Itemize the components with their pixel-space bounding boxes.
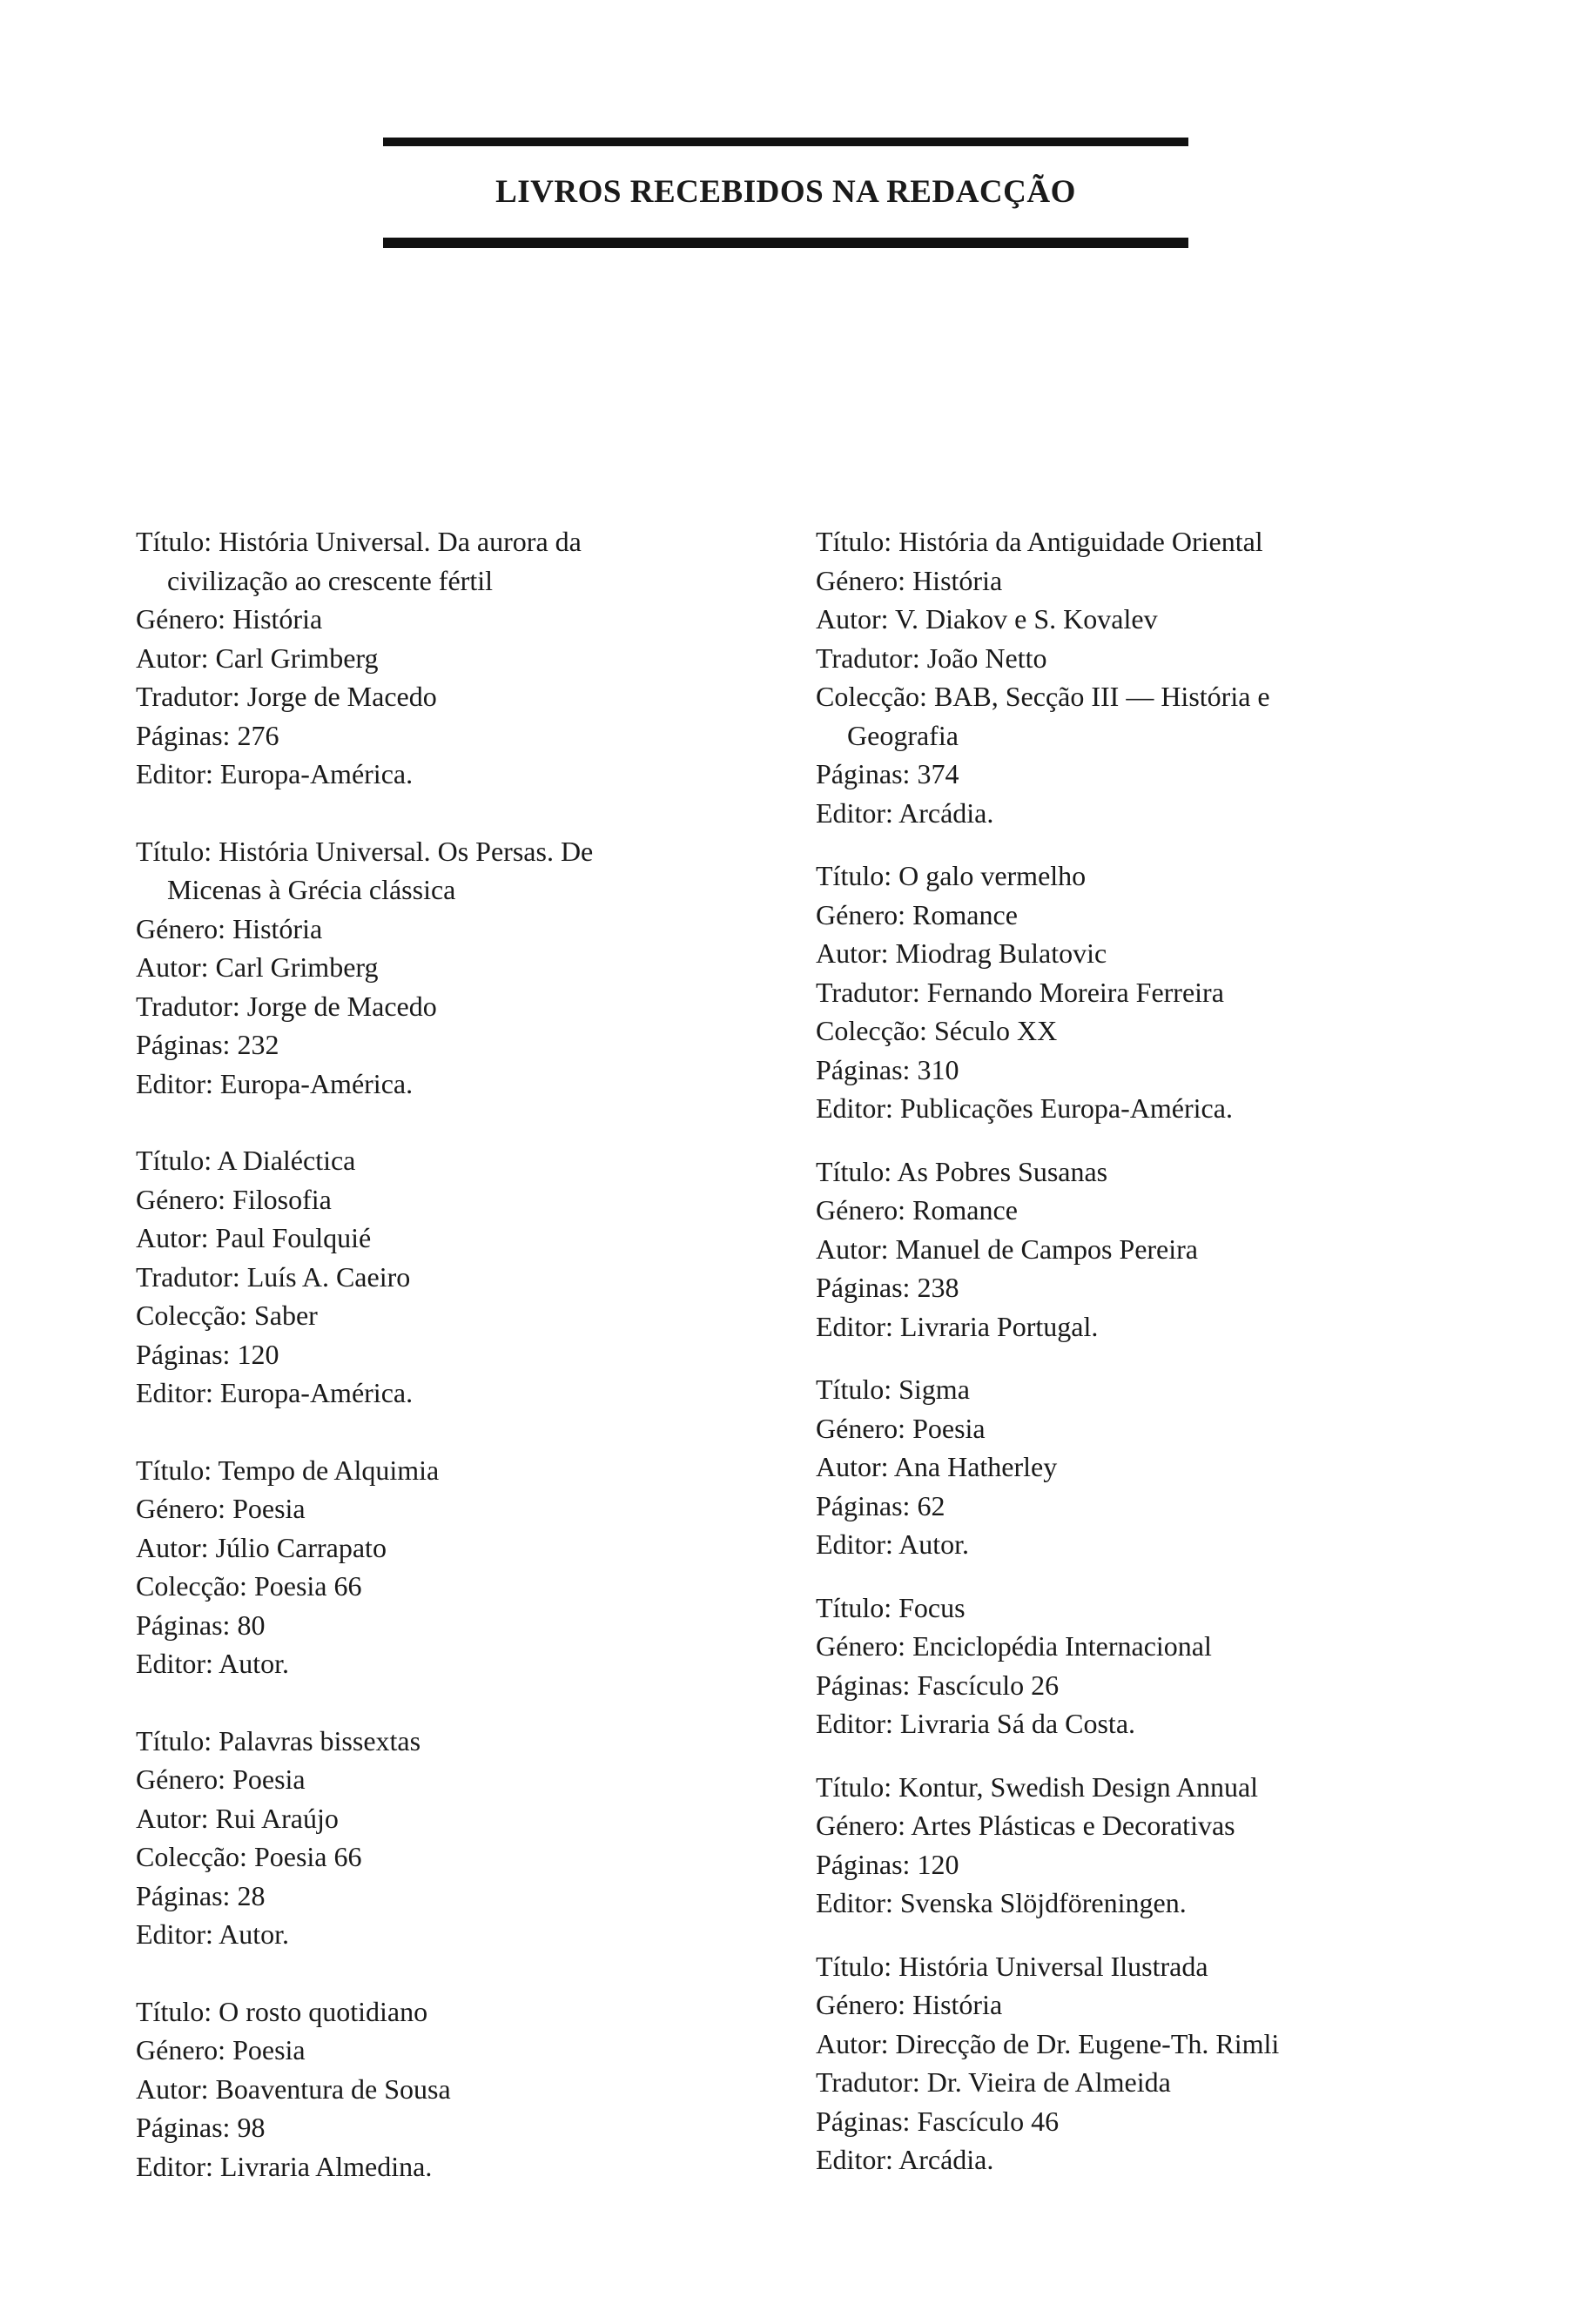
entry-field-line: Título: História Universal. Da aurora da — [136, 526, 582, 557]
entry-field-line: Páginas: Fascículo 26 — [816, 1669, 1060, 1701]
entry-line-continuation: Geografia — [847, 719, 959, 751]
entry-field-line: Título: As Pobres Susanas — [816, 1155, 1108, 1187]
book-entry — [816, 1947, 1538, 2180]
entry-field-line: Título: História da Antiguidade Oriental — [816, 526, 1263, 557]
entry-field-line: Género: Poesia — [136, 1493, 306, 1524]
book-entry — [816, 1152, 1538, 1347]
entry-field-line: Editor: Autor. — [136, 1918, 289, 1950]
entry-spacer — [816, 1743, 1538, 1768]
entry-field-line: Título: Sigma — [816, 1374, 970, 1405]
entry-line-continuation: Micenas à Grécia clássica — [167, 874, 456, 905]
entry-field-line: Tradutor: Jorge de Macedo — [136, 681, 437, 712]
book-entry — [816, 1589, 1538, 1743]
entry-field-line: Editor: Arcádia. — [816, 2144, 994, 2175]
entry-field-line: Autor: Carl Grimberg — [136, 951, 379, 983]
book-entry — [816, 856, 1538, 1128]
entry-field-line: Editor: Europa-América. — [136, 1377, 414, 1408]
entry-spacer — [136, 1954, 780, 1992]
entry-field-line: Autor: Boaventura de Sousa — [136, 2072, 451, 2105]
entry-field-line: Autor: Júlio Carrapato — [136, 1531, 387, 1563]
entry-field-line: Tradutor: Dr. Vieira de Almeida — [816, 2066, 1171, 2098]
entry-field-line: Páginas: 310 — [816, 1053, 959, 1085]
book-entry — [136, 1451, 780, 1683]
entry-field-line: Editor: Svenska Slöjdföreningen. — [816, 1887, 1187, 1918]
entry-field-line: Tradutor: João Netto — [816, 641, 1047, 674]
entry-field-line: Colecção: Poesia 66 — [136, 1570, 362, 1602]
entry-field-line: Colecção: Poesia 66 — [136, 1841, 362, 1872]
entry-spacer — [136, 1103, 780, 1141]
entry-field-line: Editor: Livraria Sá da Costa. — [816, 1708, 1136, 1739]
entry-field-line: Género: Poesia — [136, 2034, 306, 2065]
entry-field-line: Páginas: 120 — [136, 1338, 279, 1370]
entry-field-line: Editor: Europa-América. — [136, 1067, 414, 1099]
entry-field-line: Género: Poesia — [816, 1412, 986, 1444]
entry-field-line: Título: Kontur, Swedish Design Annual — [816, 1770, 1259, 1803]
book-entry — [136, 522, 780, 794]
entry-field-line: Autor: Carl Grimberg — [136, 641, 379, 674]
entry-field-line: Páginas: 98 — [136, 2112, 266, 2143]
entry-spacer — [136, 1413, 780, 1451]
entry-spacer — [816, 1128, 1538, 1152]
entry-spacer — [816, 1346, 1538, 1370]
entry-field-line: Editor: Publicações Europa-América. — [816, 1092, 1233, 1124]
book-entry — [136, 1992, 780, 2186]
entry-field-line: Páginas: Fascículo 46 — [816, 2105, 1060, 2137]
entry-field-line: Páginas: 28 — [136, 1879, 266, 1911]
entry-field-line: Tradutor: Fernando Moreira Ferreira — [816, 976, 1224, 1008]
page-title: LIVROS RECEBIDOS NA REDACÇÃO — [495, 174, 1076, 210]
entry-field-line: Editor: Europa-América. — [136, 758, 414, 789]
entry-field-line: Colecção: Saber — [136, 1300, 318, 1331]
entry-field-line: Título: O galo vermelho — [816, 860, 1087, 891]
entry-field-line: Páginas: 232 — [136, 1029, 279, 1060]
entry-spacer — [816, 832, 1538, 856]
book-entry — [816, 1768, 1538, 1923]
entry-spacer — [136, 1683, 780, 1722]
top-rule — [383, 138, 1188, 146]
entry-field-line: Título: Palavras bissextas — [136, 1724, 421, 1756]
entry-field-line: Editor: Livraria Almedina. — [136, 2150, 433, 2182]
entry-field-line: Páginas: 120 — [816, 1848, 959, 1880]
entry-field-line: Género: Artes Plásticas e Decorativas — [816, 1810, 1235, 1841]
entry-field-line: Colecção: Século XX — [816, 1015, 1058, 1046]
entry-line-continuation: civilização ao crescente fértil — [167, 564, 493, 596]
entry-field-line: Género: Filosofia — [136, 1183, 332, 1215]
entry-spacer — [136, 794, 780, 832]
page-header — [383, 138, 1188, 248]
bottom-rule — [383, 238, 1188, 248]
entry-field-line: Género: História — [816, 564, 1003, 596]
entry-field-line: Páginas: 62 — [816, 1489, 945, 1521]
entry-field-line: Editor: Arcádia. — [816, 796, 994, 829]
entry-field-line: Autor: Rui Araújo — [136, 1802, 339, 1834]
entry-field-line: Tradutor: Jorge de Macedo — [136, 990, 437, 1022]
right-column — [816, 522, 1538, 2180]
entry-field-line: Autor: Paul Foulquié — [136, 1222, 372, 1253]
entry-field-line: Género: Enciclopédia Internacional — [816, 1630, 1212, 1662]
entry-field-line: Género: Poesia — [136, 1763, 306, 1795]
book-entry — [816, 522, 1538, 832]
book-entry — [136, 1722, 780, 1954]
entry-field-line: Editor: Livraria Portugal. — [816, 1310, 1099, 1342]
entry-field-line: Colecção: BAB, Secção III — História e — [816, 681, 1270, 712]
entry-field-line: Páginas: 80 — [136, 1609, 266, 1641]
entry-field-line: Autor: Manuel de Campos Pereira — [816, 1233, 1198, 1265]
entry-field-line: Páginas: 238 — [816, 1272, 959, 1303]
book-entry — [816, 1370, 1538, 1564]
entry-field-line: Género: Romance — [816, 898, 1018, 930]
entry-field-line: Título: História Universal. Os Persas. De — [136, 835, 594, 867]
entry-spacer — [816, 1564, 1538, 1589]
entry-field-line: Título: A Dialéctica — [136, 1145, 356, 1176]
entry-field-line: Género: Romance — [816, 1194, 1018, 1226]
entry-field-line: Páginas: 276 — [136, 719, 279, 751]
entry-field-line: Título: Focus — [816, 1591, 966, 1623]
entry-field-line: Título: O rosto quotidiano — [136, 1995, 428, 2027]
entry-field-line: Género: História — [816, 1989, 1003, 2020]
entry-field-line: Autor: Miodrag Bulatovic — [816, 937, 1107, 969]
entry-field-line: Título: Tempo de Alquimia — [136, 1454, 440, 1486]
left-column — [136, 522, 780, 2186]
entry-field-line: Editor: Autor. — [136, 1648, 289, 1679]
entry-spacer — [816, 1923, 1538, 1947]
book-entry — [136, 1141, 780, 1413]
entry-field-line: Autor: Ana Hatherley — [816, 1451, 1058, 1482]
entry-field-line: Autor: Direcção de Dr. Eugene-Th. Rimli — [816, 2027, 1280, 2059]
entry-field-line: Título: História Universal Ilustrada — [816, 1950, 1208, 1982]
entry-field-line: Género: História — [136, 912, 323, 944]
book-entry — [136, 832, 780, 1104]
entry-field-line: Autor: V. Diakov e S. Kovalev — [816, 603, 1158, 635]
entry-field-line: Páginas: 374 — [816, 758, 959, 789]
entry-field-line: Editor: Autor. — [816, 1528, 969, 1560]
entry-field-line: Tradutor: Luís A. Caeiro — [136, 1260, 411, 1293]
entry-field-line: Género: História — [136, 603, 323, 635]
